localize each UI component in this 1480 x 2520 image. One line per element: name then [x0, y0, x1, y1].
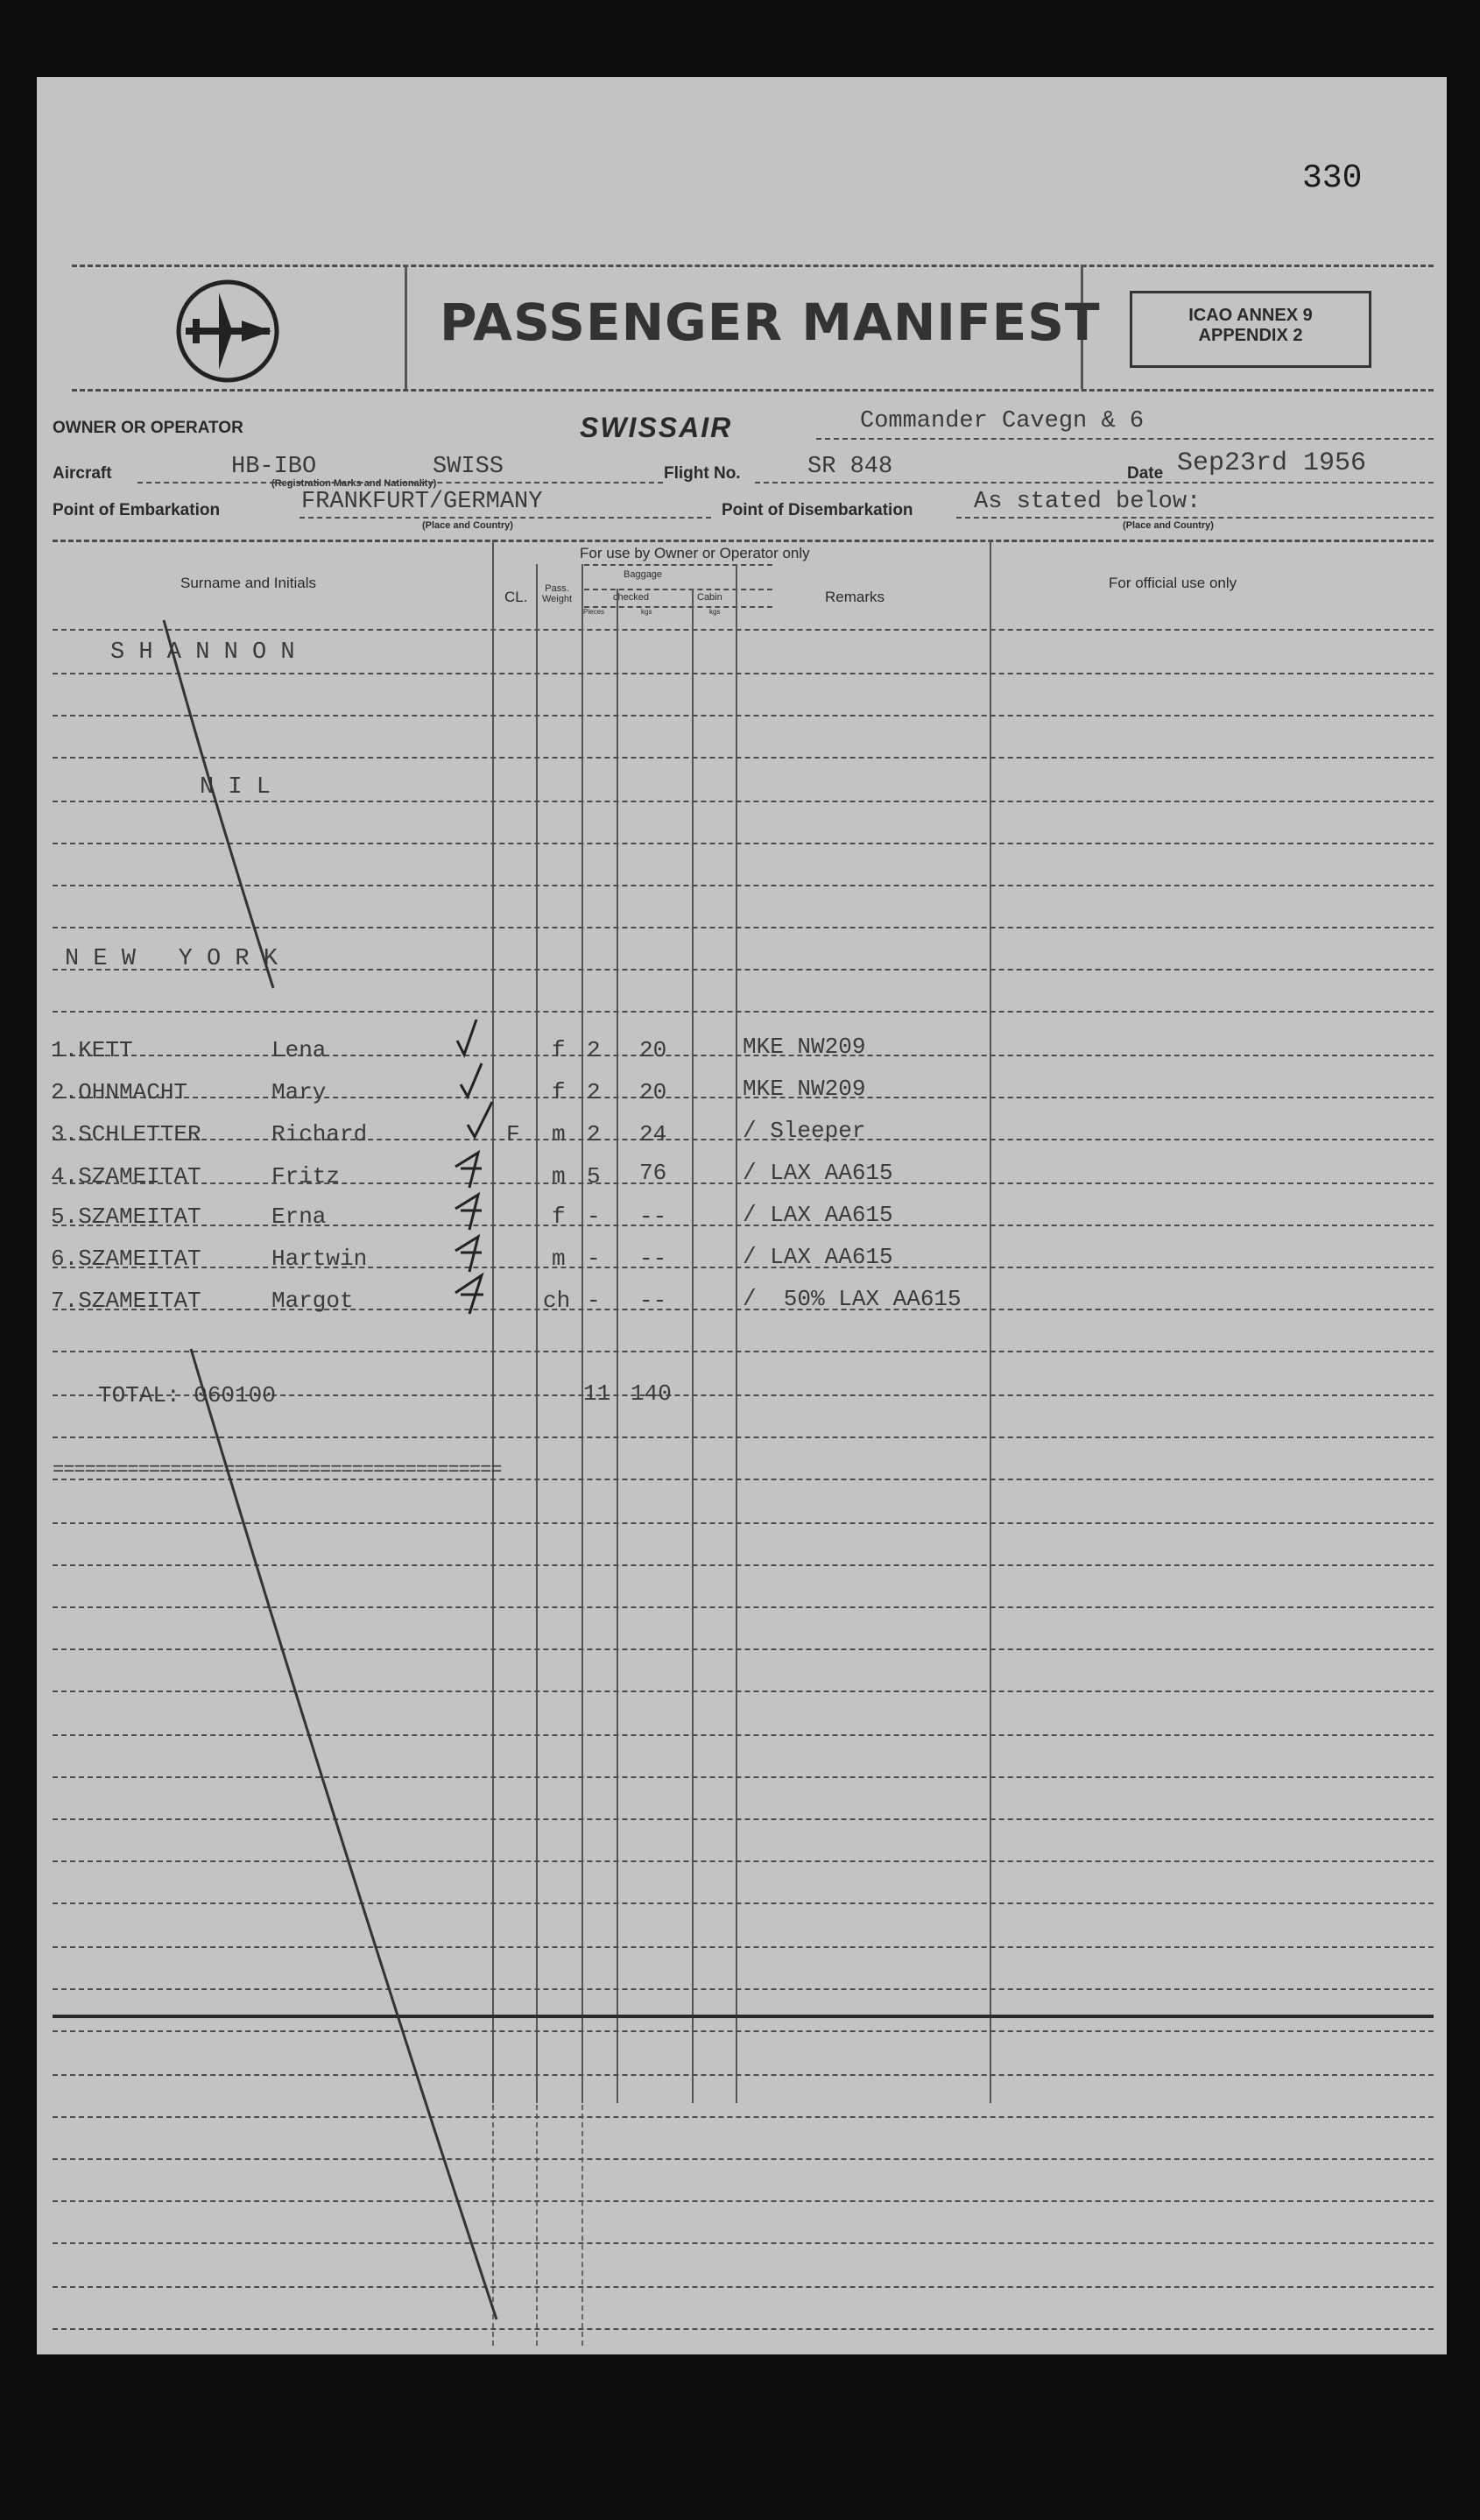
passenger-4-weight: m — [552, 1163, 566, 1189]
mark-6-icon — [455, 1237, 482, 1272]
owner-use-header: For use by Owner or Operator only — [580, 545, 810, 561]
total-label: TOTAL: 060100 — [98, 1382, 276, 1408]
passenger-7-remarks: / 50% LAX AA615 — [743, 1286, 962, 1312]
passenger-3-class: F — [506, 1121, 520, 1147]
passenger-5-surname: 5.SZAMEITAT — [51, 1204, 201, 1230]
manifest-sheet — [37, 77, 1447, 2354]
passenger-7-kgs: -- — [639, 1288, 667, 1314]
passenger-7-surname: 7.SZAMEITAT — [51, 1288, 201, 1314]
passenger-5-first: Erna — [271, 1204, 327, 1230]
passenger-5-remarks: / LAX AA615 — [743, 1202, 893, 1228]
disembarkation-label: Point of Disembarkation — [722, 501, 913, 519]
embarkation-value: FRANKFURT/GERMANY — [301, 489, 543, 515]
disembarkation-caption: (Place and Country) — [1123, 520, 1214, 531]
icao-annex: ICAO ANNEX 9 — [1188, 306, 1313, 325]
passenger-4-pieces: 5 — [587, 1163, 601, 1189]
manifest-title: PASSENGER MANIFEST — [440, 293, 1101, 352]
aircraft-label: Aircraft — [53, 464, 112, 483]
strike-line-lower — [191, 1349, 497, 2319]
passenger-5-weight: f — [552, 1204, 566, 1230]
disembarkation-value: As stated below: — [974, 489, 1202, 515]
passenger-2-weight: f — [552, 1079, 566, 1105]
passenger-3-remarks: / Sleeper — [743, 1118, 866, 1144]
remarks-header: Remarks — [825, 589, 885, 605]
passenger-6-surname: 6.SZAMEITAT — [51, 1246, 201, 1272]
cabin-kgs-header: kgs — [709, 608, 721, 616]
weight-header: Pass. Weight — [541, 583, 573, 604]
passenger-2-remarks: MKE NW209 — [743, 1076, 866, 1102]
icao-appendix: APPENDIX 2 — [1198, 326, 1303, 345]
surname-header: Surname and Initials — [180, 575, 316, 591]
passenger-2-surname: 2.OHNMACHT — [51, 1079, 188, 1105]
owner-label: OWNER OR OPERATOR — [53, 419, 243, 437]
passenger-1-pieces: 2 — [587, 1037, 601, 1063]
passenger-5-pieces: - — [587, 1204, 601, 1230]
passenger-4-first: Fritz — [271, 1163, 341, 1189]
passenger-2-kgs: 20 — [639, 1079, 667, 1105]
checkmark-1-icon — [457, 1020, 476, 1055]
passenger-4-surname: 4.SZAMEITAT — [51, 1163, 201, 1189]
commander-value: Commander Cavegn & 6 — [860, 408, 1145, 434]
nationality-value: SWISS — [433, 454, 504, 480]
embarkation-caption: (Place and Country) — [422, 520, 513, 531]
separator-line: ========================================== — [53, 1459, 502, 1481]
handwriting-overlay — [37, 77, 1447, 2354]
passenger-4-remarks: / LAX AA615 — [743, 1160, 893, 1186]
passenger-1-surname: 1.KETT — [51, 1037, 133, 1063]
page-number: 330 — [1302, 159, 1363, 197]
passenger-1-kgs: 20 — [639, 1037, 667, 1063]
checkmark-3-icon — [468, 1102, 492, 1137]
passenger-1-weight: f — [552, 1037, 566, 1063]
operator-name: SWISSAIR — [580, 412, 733, 443]
cl-header: CL. — [504, 589, 528, 605]
mark-5-icon — [455, 1195, 482, 1230]
crossed-line-shannon: S H A N N O N — [110, 639, 295, 666]
passenger-6-remarks: / LAX AA615 — [743, 1244, 893, 1270]
passenger-6-first: Hartwin — [271, 1246, 368, 1272]
cabin-header: Cabin — [697, 592, 722, 603]
passenger-7-first: Margot — [271, 1288, 354, 1314]
checkmark-2-icon — [461, 1063, 482, 1097]
baggage-header: Baggage — [624, 569, 663, 580]
passenger-7-weight: ch — [543, 1288, 571, 1314]
crossed-line-nil: N I L — [200, 774, 271, 801]
aircraft-value: HB-IBO — [231, 454, 317, 480]
passenger-1-first: Lena — [271, 1037, 327, 1063]
passenger-5-kgs: -- — [639, 1204, 667, 1230]
passenger-4-kgs: 76 — [639, 1160, 667, 1186]
strike-line-upper — [164, 620, 273, 988]
passenger-6-pieces: - — [587, 1246, 601, 1272]
passenger-7-pieces: - — [587, 1288, 601, 1314]
mark-4-icon — [455, 1153, 482, 1188]
pieces-header: Pieces — [583, 608, 605, 616]
registration-caption: (Registration Marks and Nationality) — [271, 478, 437, 489]
mark-7-icon — [455, 1275, 483, 1314]
passenger-3-kgs: 24 — [639, 1121, 667, 1147]
passenger-1-remarks: MKE NW209 — [743, 1034, 866, 1060]
passenger-6-weight: m — [552, 1246, 566, 1272]
passenger-3-weight: m — [552, 1121, 566, 1147]
passenger-2-first: Mary — [271, 1079, 327, 1105]
total-kgs: 140 — [631, 1380, 672, 1407]
checked-header: checked — [613, 592, 649, 603]
passenger-3-pieces: 2 — [587, 1121, 601, 1147]
official-use-header: For official use only — [1109, 575, 1237, 591]
date-value: Sep23rd 1956 — [1177, 448, 1367, 478]
passenger-2-pieces: 2 — [587, 1079, 601, 1105]
total-pieces: 11 — [583, 1380, 611, 1407]
date-label: Date — [1127, 464, 1164, 483]
passenger-3-first: Richard — [271, 1121, 368, 1147]
flight-label: Flight No. — [664, 464, 741, 483]
crossed-line-newyork: N E W Y O R K — [65, 946, 278, 972]
flight-value: SR 848 — [807, 454, 893, 480]
passenger-3-surname: 3.SCHLETTER — [51, 1121, 201, 1147]
passenger-6-kgs: -- — [639, 1246, 667, 1272]
embarkation-label: Point of Embarkation — [53, 501, 221, 519]
kgs-header: kgs — [641, 608, 652, 616]
